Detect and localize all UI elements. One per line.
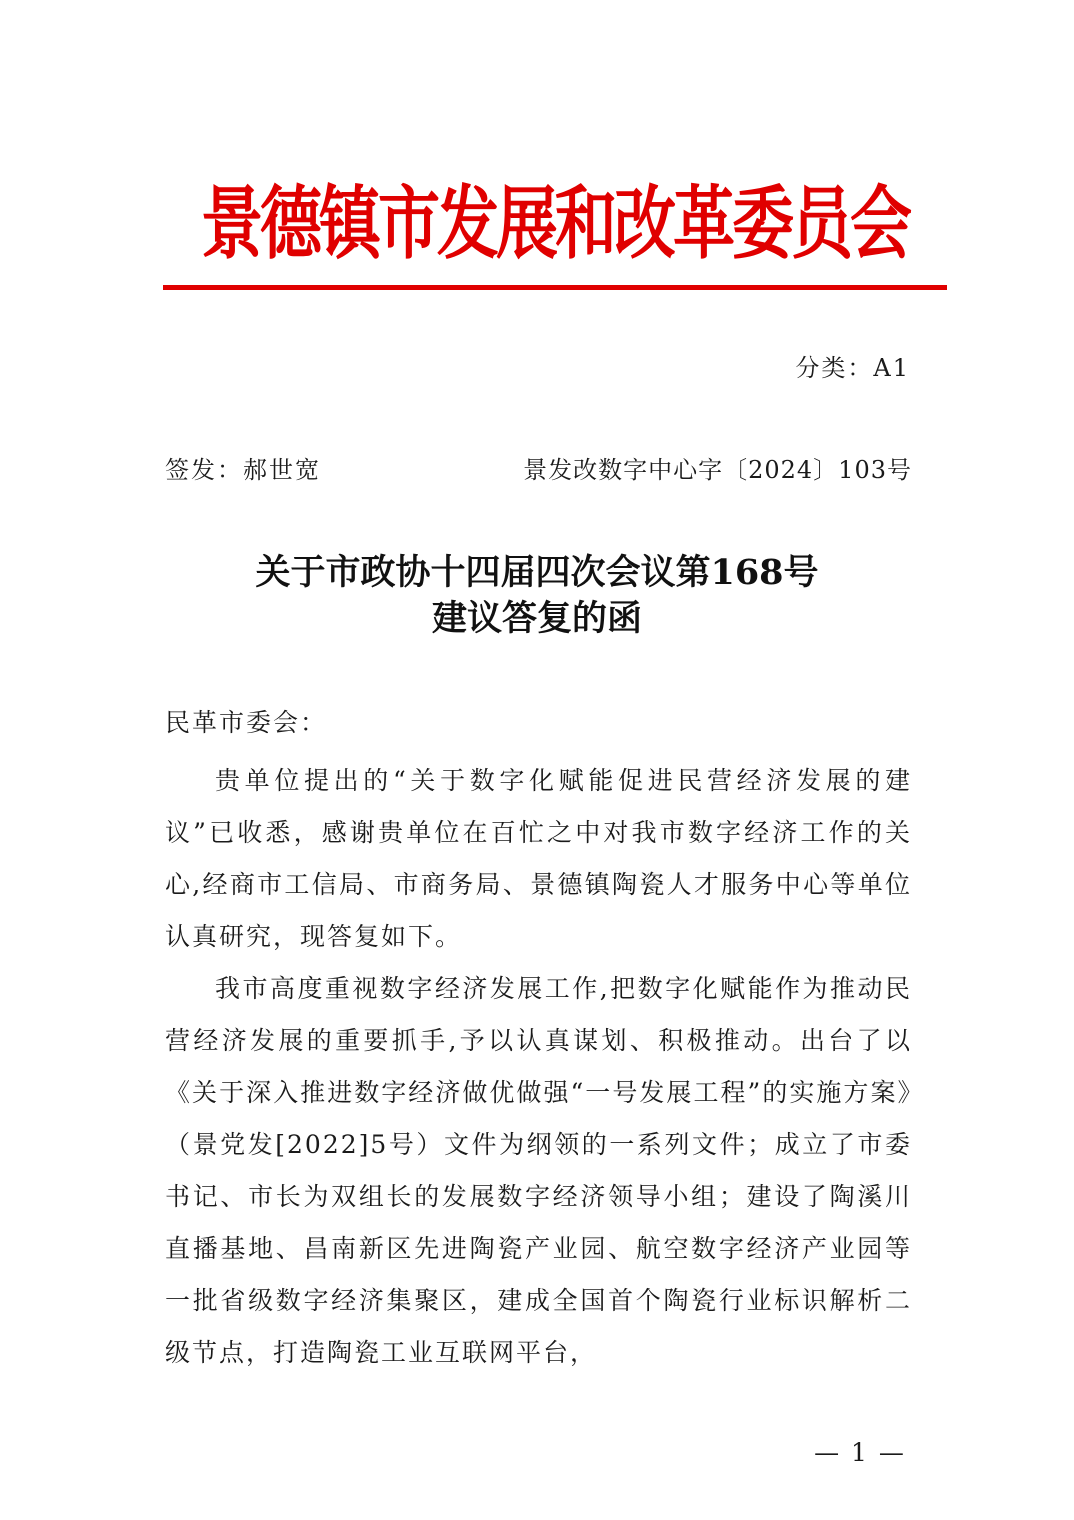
- document-body: [165, 755, 912, 1379]
- masthead: [160, 160, 950, 290]
- classification-label: 分类：A1: [795, 354, 910, 382]
- masthead-title: 景德镇市发展和改革委员会: [200, 176, 909, 271]
- document-title: [140, 550, 934, 642]
- document-title-line-1: 关于市政协十四届四次会议第168号: [255, 552, 819, 593]
- signer-label: 签发：郝世宽: [165, 456, 321, 484]
- document-title-line-2: 建议答复的函: [431, 598, 642, 639]
- page-number: — 1 —: [814, 1438, 906, 1467]
- masthead-red-rule: [163, 285, 947, 290]
- body-paragraph-2: 我市高度重视数字经济发展工作,把数字化赋能作为推动民营经济发展的重要抓手,予以认真谋划、积极推动。出台了以《关于深入推进数字经济做优做强“一号发展工程”的实施方案》（景党发[2022]5号）文件为纲领的一系列文件；成立了市委书记、市长为双组长的发展数字经济领导小组；建设了陶溪川直播基地、昌南新区先进陶瓷产业园、航空数字经济产业园等一批省级数字经济集聚区，建成全国首个陶瓷行业标识解析二级节点，打造陶瓷工业互联网平台，: [165, 974, 912, 1367]
- body-paragraph-1: 贵单位提出的“关于数字化赋能促进民营经济发展的建议”已收悉，感谢贵单位在百忙之中对我市数字经济工作的关心,经商市工信局、市商务局、景德镇陶瓷人才服务中心等单位认真研究，现答复如下。: [165, 766, 912, 951]
- salutation: 民革市委会：: [165, 708, 328, 737]
- document-number: 景发改数字中心字〔2024〕103号: [523, 456, 912, 484]
